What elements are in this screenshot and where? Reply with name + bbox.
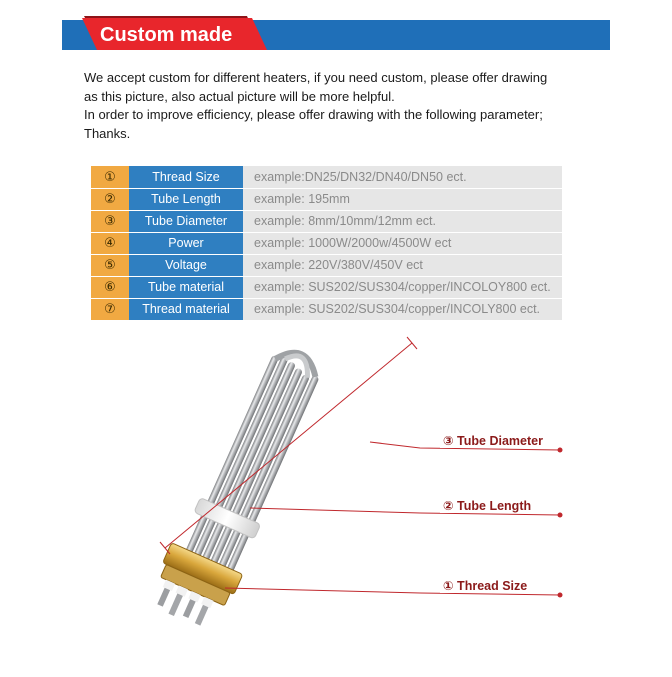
row-example: example: 195mm: [243, 188, 562, 210]
intro-line: In order to improve efficiency, please offer drawing with the following parameter;: [84, 107, 543, 122]
row-example: example:DN25/DN32/DN40/DN50 ect.: [243, 166, 562, 188]
row-example: example: SUS202/SUS304/copper/INCOLOY800 ect.: [243, 276, 562, 298]
row-example: example: 220V/380V/450V ect: [243, 254, 562, 276]
row-example: example: 1000W/2000w/4500W ect: [243, 232, 562, 254]
table-row: [91, 210, 562, 232]
row-parameter-name: Power: [129, 232, 243, 254]
row-number: ⑥: [91, 276, 129, 298]
table-row: [91, 188, 562, 210]
table-row: [91, 298, 562, 320]
intro-text: [84, 69, 604, 143]
table-row: [91, 232, 562, 254]
parameter-table: [91, 166, 562, 321]
row-example: example: 8mm/10mm/12mm ect.: [243, 210, 562, 232]
row-parameter-name: Voltage: [129, 254, 243, 276]
table-row: [91, 276, 562, 298]
row-parameter-name: Thread material: [129, 298, 243, 320]
heater-drawing: [0, 330, 672, 672]
intro-line: We accept custom for different heaters, if you need custom, please offer drawing: [84, 70, 548, 85]
row-number: ①: [91, 166, 129, 188]
page-title: Custom made: [100, 24, 233, 46]
row-number: ⑤: [91, 254, 129, 276]
intro-line: Thanks.: [84, 125, 131, 141]
callout-tube-length: ② Tube Length: [440, 498, 534, 513]
table-row: [91, 166, 562, 188]
row-number: ⑦: [91, 298, 129, 320]
heater-illustration: [0, 330, 672, 672]
callout-tube-diameter: ③ Tube Diameter: [440, 433, 546, 448]
row-number: ③: [91, 210, 129, 232]
intro-line: as this picture, also actual picture will be more helpful.: [84, 88, 395, 104]
row-parameter-name: Tube material: [129, 276, 243, 298]
row-example: example: SUS202/SUS304/copper/INCOLY800 ect.: [243, 298, 562, 320]
row-parameter-name: Tube Length: [129, 188, 243, 210]
header-banner: [62, 20, 610, 50]
table-row: [91, 254, 562, 276]
row-number: ④: [91, 232, 129, 254]
row-parameter-name: Thread Size: [129, 166, 243, 188]
callout-thread-size: ① Thread Size: [440, 578, 530, 593]
row-number: ②: [91, 188, 129, 210]
row-parameter-name: Tube Diameter: [129, 210, 243, 232]
